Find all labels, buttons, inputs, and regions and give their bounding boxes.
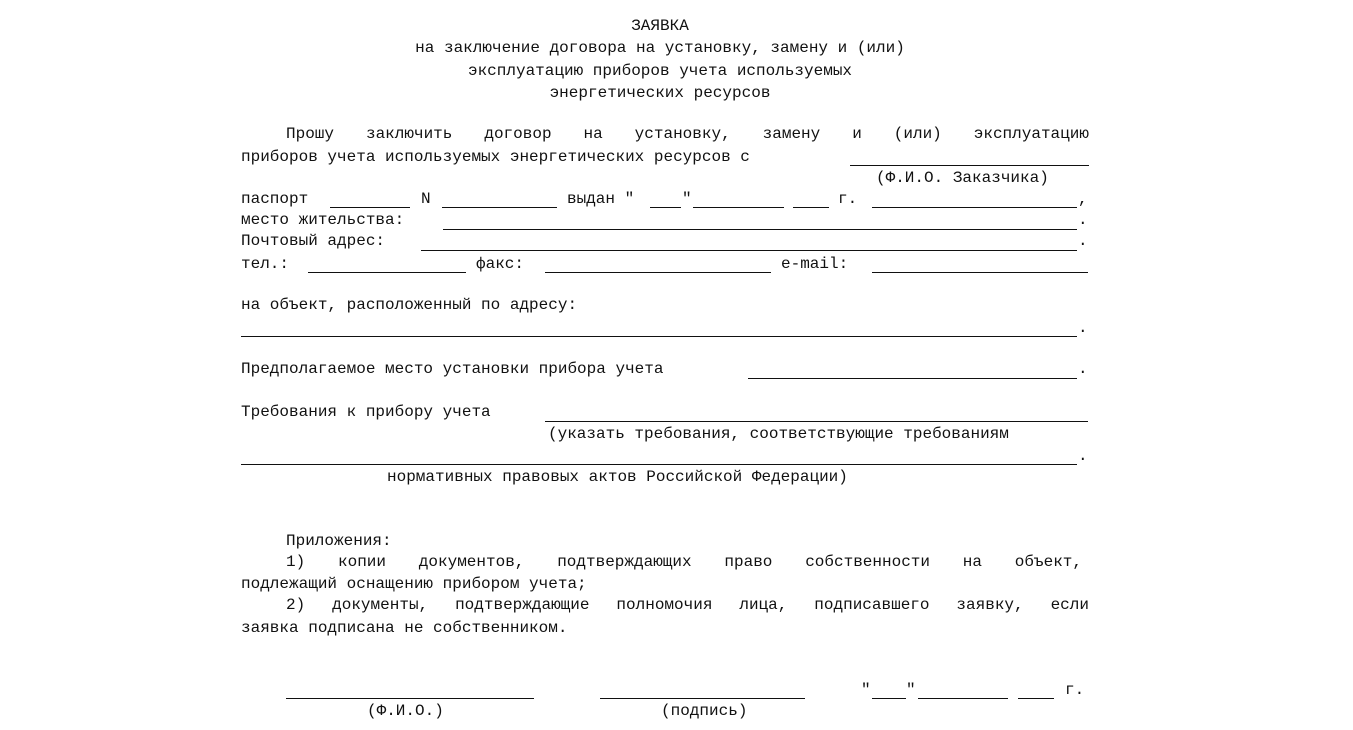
issue-day-quote: " (682, 190, 692, 208)
phone-field[interactable] (308, 272, 466, 273)
form-subtitle-line-2: эксплуатацию приборов учета используемых (467, 62, 853, 80)
intro-word: заключить (365, 125, 453, 143)
signature-field[interactable] (600, 698, 805, 699)
intro-second-line: приборов учета используемых энергетических ресурсов с (241, 148, 750, 166)
attachment-2-word: документы, (332, 596, 429, 614)
attachment-1-word: документов, (418, 553, 525, 571)
intro-first-line (286, 125, 1089, 143)
install-place-dot: . (1078, 360, 1088, 378)
issue-day-field[interactable] (650, 207, 681, 208)
issue-year-field[interactable] (793, 207, 829, 208)
object-address-field[interactable] (241, 336, 1077, 337)
phone-label: тел.: (241, 255, 290, 273)
date-day-field[interactable] (872, 698, 906, 699)
attachment-2-word: подтверждающие (455, 596, 590, 614)
attachment-1-word: подтверждающих (557, 553, 692, 571)
intro-word: договор (484, 125, 552, 143)
attachment-1-word: право (724, 553, 773, 571)
form-subtitle-line-3: энергетических ресурсов (549, 84, 771, 102)
intro-word: установку, (634, 125, 731, 143)
intro-word: замену (762, 125, 821, 143)
residence-label: место жительства: (241, 211, 405, 229)
residence-dot: . (1078, 211, 1088, 229)
requirements-dot: . (1078, 447, 1088, 465)
signature-caption: (подпись) (661, 702, 748, 720)
attachment-1-word: объект, (1014, 553, 1082, 571)
intro-word: Прошу (286, 125, 335, 143)
requirements-field-2[interactable] (241, 464, 1077, 465)
attachments-heading: Приложения: (286, 532, 392, 550)
email-field[interactable] (872, 272, 1088, 273)
intro-word: и (852, 125, 862, 143)
fax-field[interactable] (545, 272, 771, 273)
attachment-1-word: 1) (286, 553, 306, 571)
email-label: e-mail: (781, 255, 849, 273)
install-place-label: Предполагаемое место установки прибора учета (241, 360, 664, 378)
passport-label: паспорт (241, 190, 309, 208)
requirements-label: Требования к прибору учета (241, 403, 491, 421)
date-year-field[interactable] (1018, 698, 1054, 699)
issue-year-suffix: г. (838, 190, 858, 208)
fax-label: факс: (476, 255, 525, 273)
customer-name-field[interactable] (850, 165, 1089, 166)
attachment-2-word: лица, (739, 596, 788, 614)
issued-by-field[interactable] (872, 207, 1077, 208)
signer-name-field[interactable] (286, 698, 534, 699)
object-address-dot: . (1078, 319, 1088, 337)
attachment-2-first-line (286, 596, 1089, 614)
date-close-quote: " (906, 681, 916, 699)
postal-address-dot: . (1078, 232, 1088, 250)
postal-address-label: Почтовый адрес: (241, 232, 386, 250)
residence-field[interactable] (443, 229, 1077, 230)
passport-comma: , (1078, 190, 1088, 208)
requirements-caption-2: нормативных правовых актов Российской Федерации) (387, 468, 848, 486)
attachment-2-second-line: заявка подписана не собственником. (241, 619, 568, 637)
intro-word: (или) (893, 125, 942, 143)
attachment-2-word: 2) (286, 596, 306, 614)
issue-month-field[interactable] (693, 207, 784, 208)
attachment-1-second-line: подлежащий оснащению прибором учета; (241, 575, 587, 593)
attachment-2-word: полномочия (616, 596, 713, 614)
intro-word: эксплуатацию (973, 125, 1089, 143)
attachment-2-word: подписавшего (814, 596, 930, 614)
intro-word: на (583, 125, 603, 143)
form-subtitle-line-1: на заключение договора на установку, замену и (или) (415, 39, 905, 57)
issued-label: выдан " (567, 190, 635, 208)
install-place-field[interactable] (748, 378, 1077, 379)
passport-number-label: N (421, 190, 431, 208)
signer-name-caption: (Ф.И.О.) (367, 702, 444, 720)
attachment-1-word: на (962, 553, 982, 571)
date-month-field[interactable] (918, 698, 1008, 699)
postal-address-field[interactable] (421, 250, 1077, 251)
form-title: ЗАЯВКА (631, 17, 689, 35)
passport-series-field[interactable] (330, 207, 410, 208)
requirements-field[interactable] (545, 421, 1088, 422)
object-address-label: на объект, расположенный по адресу: (241, 296, 578, 314)
attachment-2-word: заявку, (956, 596, 1024, 614)
requirements-caption-1: (указать требования, соответствующие требованиям (548, 425, 1009, 443)
attachment-1-first-line (286, 553, 1082, 571)
attachment-2-word: если (1050, 596, 1089, 614)
passport-number-field[interactable] (442, 207, 557, 208)
date-year-suffix: г. (1065, 681, 1085, 699)
customer-name-caption: (Ф.И.О. Заказчика) (876, 169, 1049, 187)
attachment-1-word: собственности (805, 553, 931, 571)
date-open-quote: " (861, 681, 871, 699)
attachment-1-word: копии (337, 553, 386, 571)
